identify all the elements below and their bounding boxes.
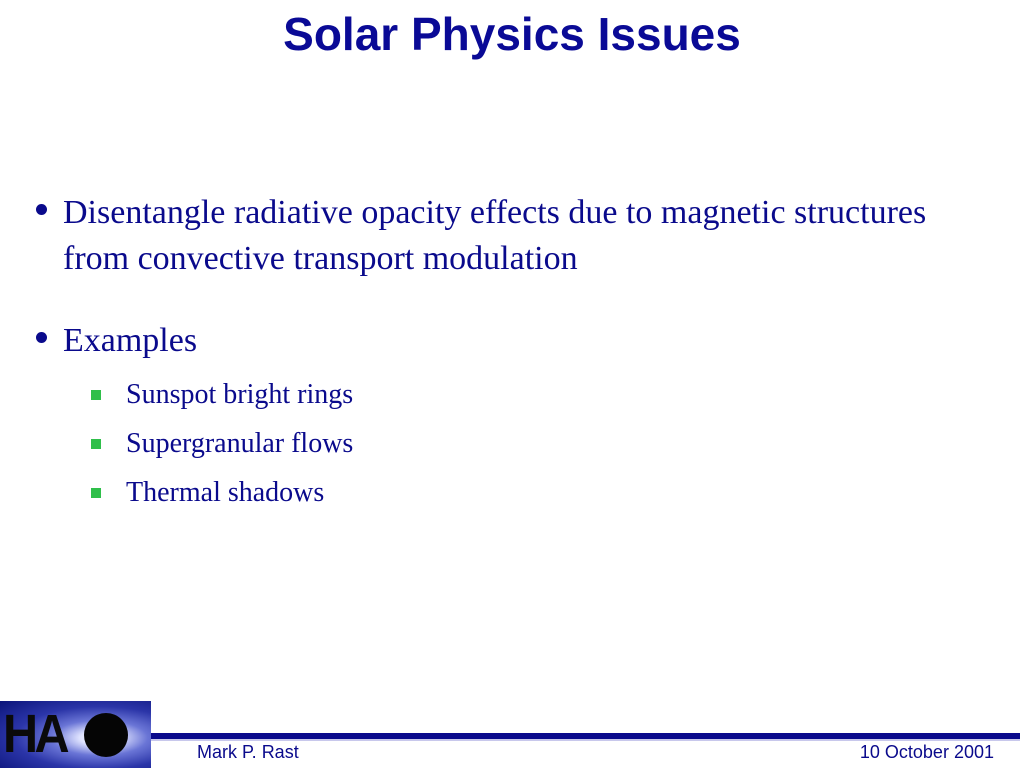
bullet-dot-icon: [36, 204, 47, 215]
square-bullet-icon: [91, 439, 101, 449]
bullet-list: [36, 190, 996, 517]
logo-text: HA: [3, 704, 66, 764]
sub-bullet-list: [36, 370, 996, 517]
bullet-item: [36, 318, 996, 364]
footer-author: Mark P. Rast: [197, 742, 299, 762]
sub-bullet-text: Sunspot bright rings: [126, 379, 354, 410]
square-bullet-icon: [91, 390, 101, 400]
sub-bullet-item: [36, 419, 996, 468]
square-bullet-icon: [91, 488, 101, 498]
sub-bullet-item: [36, 468, 996, 517]
sub-bullet-text: Supergranular flows: [126, 428, 354, 459]
hao-logo: [0, 701, 151, 768]
footer-date: 10 October 2001: [859, 742, 994, 762]
slide-title: Solar Physics Issues: [283, 8, 741, 60]
bullet-text: Examples: [63, 322, 198, 359]
bullet-dot-icon: [36, 332, 47, 343]
sun-disc-icon: [84, 713, 128, 757]
bullet-text: Disentangle radiative opacity effects due to magnetic structures from convective transport modulation: [63, 194, 927, 277]
bullet-item: [36, 190, 996, 282]
sub-bullet-text: Thermal shadows: [126, 477, 325, 508]
sub-bullet-item: [36, 370, 996, 419]
